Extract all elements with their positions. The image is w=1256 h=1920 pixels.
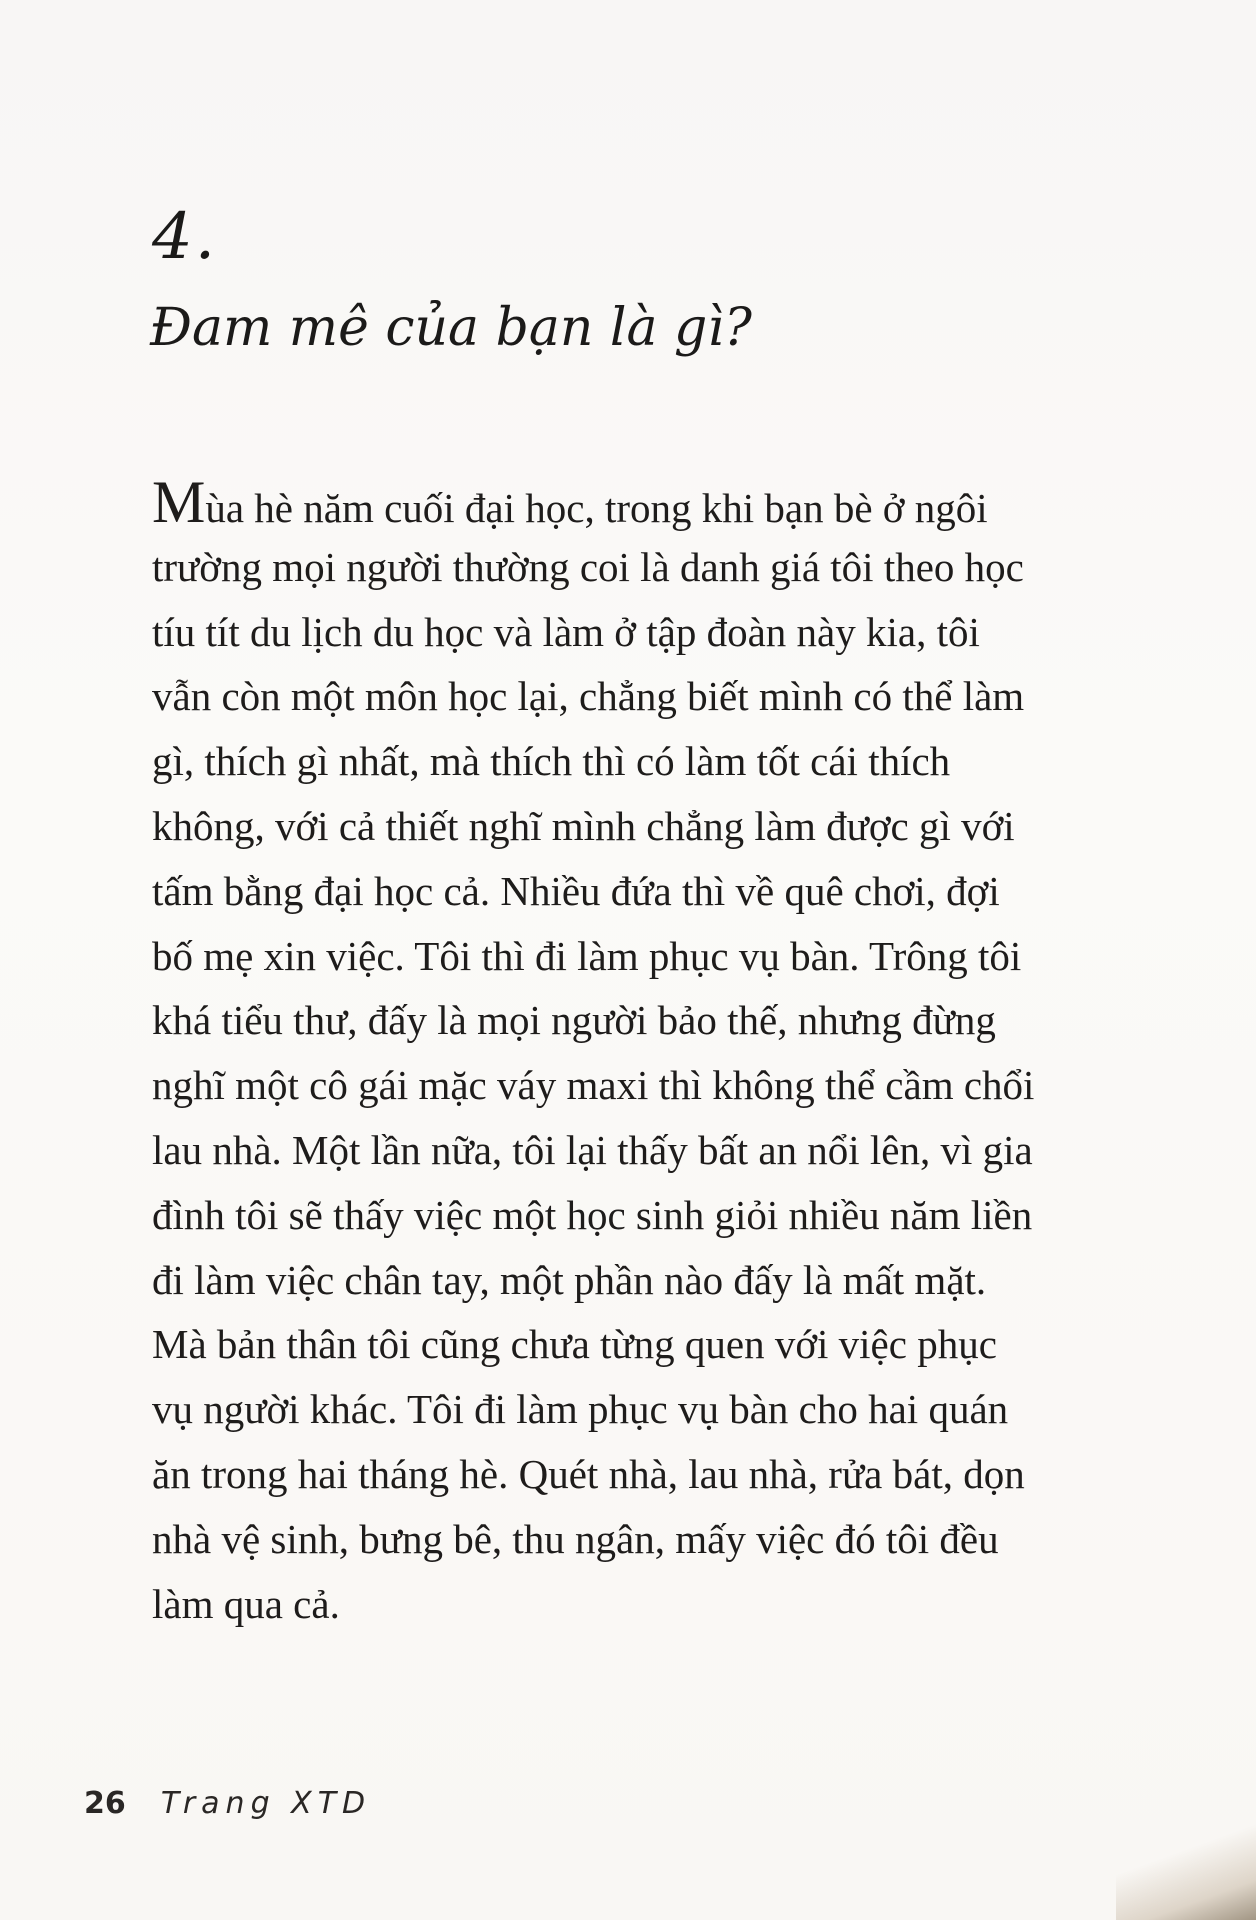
chapter-number: 4.: [152, 200, 218, 274]
body-paragraph: [152, 470, 1152, 1636]
text-line: Mà bản thân tôi cũng chưa từng quen với việc phục: [152, 1321, 997, 1368]
drop-cap: M: [152, 469, 206, 535]
text-line: làm qua cả.: [152, 1580, 340, 1627]
page-footer: [84, 1786, 371, 1821]
chapter-title: Đam mê của bạn là gì?: [150, 298, 752, 358]
text-line: lau nhà. Một lần nữa, tôi lại thấy bất an nổi lên, vì gia: [152, 1126, 1033, 1173]
text-line: tíu tít du lịch du học và làm ở tập đoàn này kia, tôi: [152, 608, 980, 655]
text-line: đi làm việc chân tay, một phần nào đấy là mất mặt.: [152, 1256, 987, 1303]
page-number: 26: [84, 1786, 126, 1821]
text-line: vẫn còn một môn học lại, chẳng biết mình có thể làm: [152, 673, 1025, 720]
text-line: trường mọi người thường coi là danh giá tôi theo học: [152, 543, 1024, 590]
text-line: ăn trong hai tháng hè. Quét nhà, lau nhà, rửa bát, dọn: [152, 1450, 1025, 1497]
running-head: Trang XTD: [160, 1786, 372, 1821]
text-line: Mùa hè năm cuối đại học, trong khi bạn bè ở ngôi: [152, 469, 988, 535]
text-line: tấm bằng đại học cả. Nhiều đứa thì về quê chơi, đợi: [152, 867, 1000, 914]
text-line: không, với cả thiết nghĩ mình chẳng làm được gì với: [152, 802, 1015, 849]
text-line: bố mẹ xin việc. Tôi thì đi làm phục vụ bàn. Trông tôi: [152, 932, 1022, 979]
text-line: nghĩ một cô gái mặc váy maxi thì không thể cầm chổi: [152, 1062, 1035, 1109]
text-line: nhà vệ sinh, bưng bê, thu ngân, mấy việc đó tôi đều: [152, 1515, 999, 1562]
text-line: gì, thích gì nhất, mà thích thì có làm tốt cái thích: [152, 738, 951, 785]
text-line: đình tôi sẽ thấy việc một học sinh giỏi nhiều năm liền: [152, 1191, 1033, 1238]
page-edge-shadow: [1116, 1810, 1256, 1920]
text-line: khá tiểu thư, đấy là mọi người bảo thế, nhưng đừng: [152, 997, 996, 1044]
text-line: vụ người khác. Tôi đi làm phục vụ bàn cho hai quán: [152, 1386, 1009, 1433]
